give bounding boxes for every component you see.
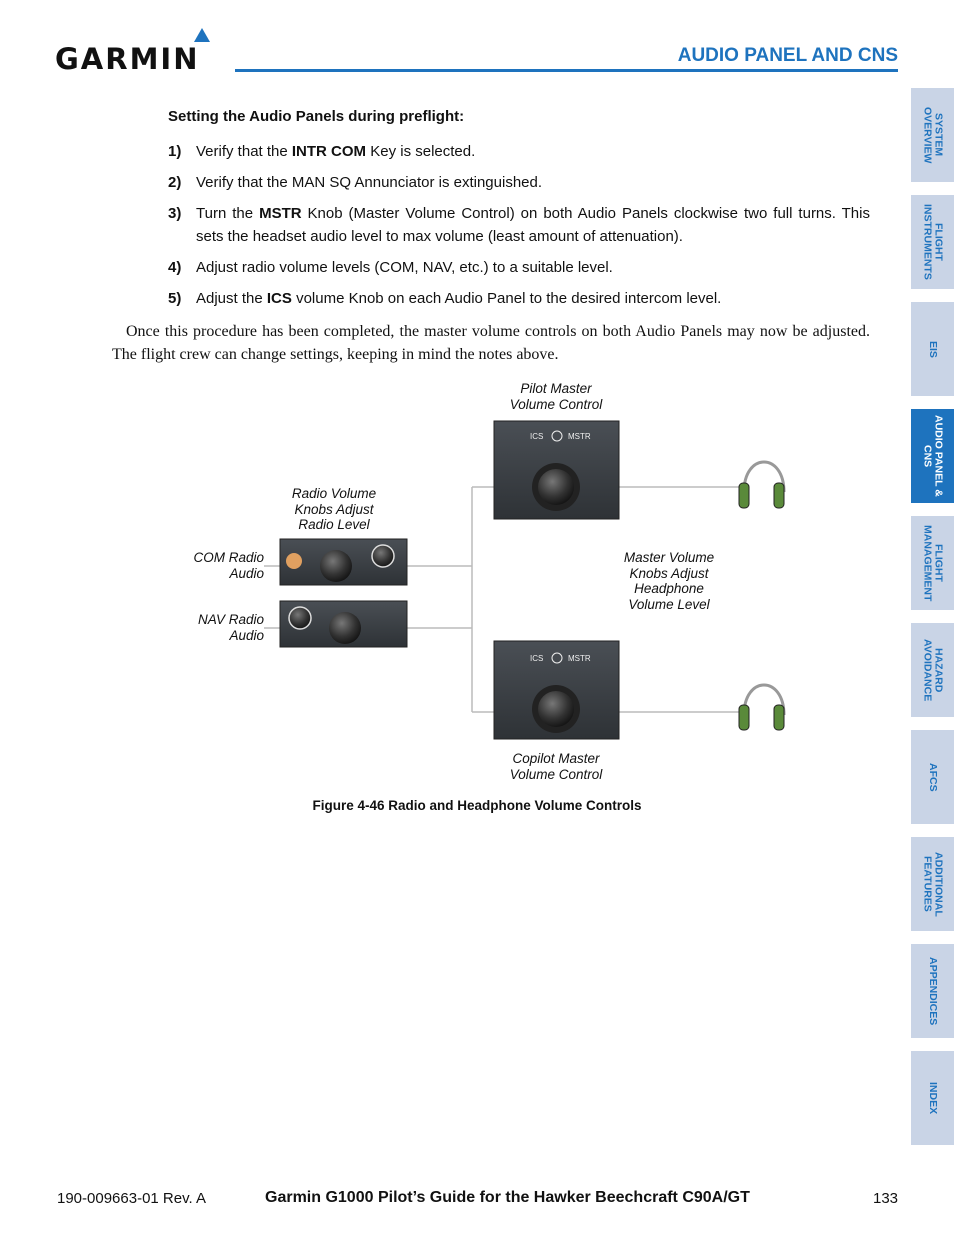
- page-number: 133: [873, 1190, 899, 1207]
- tab-appendices[interactable]: APPENDICES: [911, 944, 954, 1038]
- pilot-master-panel: [494, 421, 619, 519]
- com-radio-panel: [280, 539, 407, 585]
- pilot-mstr-text: MSTR: [568, 432, 591, 441]
- com-radio-label: COM Radio Audio: [193, 550, 264, 581]
- step-5: 5) Adjust the ICS volume Knob on each Audio Panel to the desired intercom level.: [168, 290, 722, 307]
- summary-paragraph: Once this procedure has been completed, the master volume controls on both Audio Panels may now be adjusted. The flight crew can change settings, keeping in mind the notes above.: [112, 323, 870, 363]
- doc-title: Garmin G1000 Pilot’s Guide for the Hawker Beechcraft C90A/GT: [265, 1189, 750, 1206]
- nav-small-knob: [289, 607, 311, 629]
- tab-system-overview[interactable]: SYSTEM OVERVIEW: [911, 88, 954, 182]
- nav-radio-label: NAV Radio Audio: [197, 612, 264, 643]
- com-indicator-icon: [286, 553, 302, 569]
- tab-additional-features[interactable]: ADDITIONAL FEATURES: [911, 837, 954, 931]
- master-volume-label: Master Volume Knobs Adjust Headphone Volume Level: [623, 550, 715, 612]
- tab-flight-instruments[interactable]: FLIGHT INSTRUMENTS: [911, 195, 954, 289]
- com-volume-knob: [320, 550, 352, 582]
- section-tabs: [911, 0, 954, 1235]
- copilot-master-panel: [494, 641, 619, 739]
- step-1: 1) Verify that the INTR COM Key is selected.: [168, 143, 476, 160]
- nav-volume-knob: [329, 612, 361, 644]
- procedure-heading: Setting the Audio Panels during preflight:: [168, 108, 465, 125]
- pilot-master-label: Pilot Master Volume Control: [509, 381, 603, 412]
- copilot-mstr-text: MSTR: [568, 654, 591, 663]
- brand-name: GARMIN: [55, 42, 200, 76]
- tab-afcs[interactable]: AFCS: [911, 730, 954, 824]
- section-title: AUDIO PANEL AND CNS: [677, 45, 898, 66]
- copilot-master-label: Copilot Master Volume Control: [509, 751, 603, 782]
- doc-number: 190-009663-01 Rev. A: [57, 1190, 206, 1207]
- copilot-headphones-icon: [739, 685, 784, 730]
- pilot-headphones-icon: [739, 462, 784, 508]
- nav-radio-panel: [280, 601, 407, 647]
- copilot-ics-text: ICS: [530, 654, 544, 663]
- tab-eis[interactable]: EIS: [911, 302, 954, 396]
- step-4: 4) Adjust radio volume levels (COM, NAV, etc.) to a suitable level.: [168, 259, 613, 276]
- pilot-ics-text: ICS: [530, 432, 544, 441]
- step-3: 3) Turn the MSTR Knob (Master Volume Control) on both Audio Panels clockwise two full turns. This sets the headset audio level to max volume (least amount of attenuation).: [168, 205, 870, 245]
- tab-hazard-avoidance[interactable]: HAZARD AVOIDANCE: [911, 623, 954, 717]
- tab-audio-panel-cns[interactable]: AUDIO PANEL & CNS: [911, 409, 954, 503]
- radio-volume-label: Radio Volume Knobs Adjust Radio Level: [291, 486, 377, 532]
- copilot-master-knob: [538, 691, 574, 727]
- tab-index[interactable]: INDEX: [911, 1051, 954, 1145]
- pilot-master-knob: [538, 469, 574, 505]
- step-2: 2) Verify that the MAN SQ Annunciator is extinguished.: [168, 174, 543, 191]
- com-small-knob: [372, 545, 394, 567]
- tab-flight-management[interactable]: FLIGHT MANAGEMENT: [911, 516, 954, 610]
- figure-caption: Figure 4-46 Radio and Headphone Volume Controls: [312, 798, 642, 813]
